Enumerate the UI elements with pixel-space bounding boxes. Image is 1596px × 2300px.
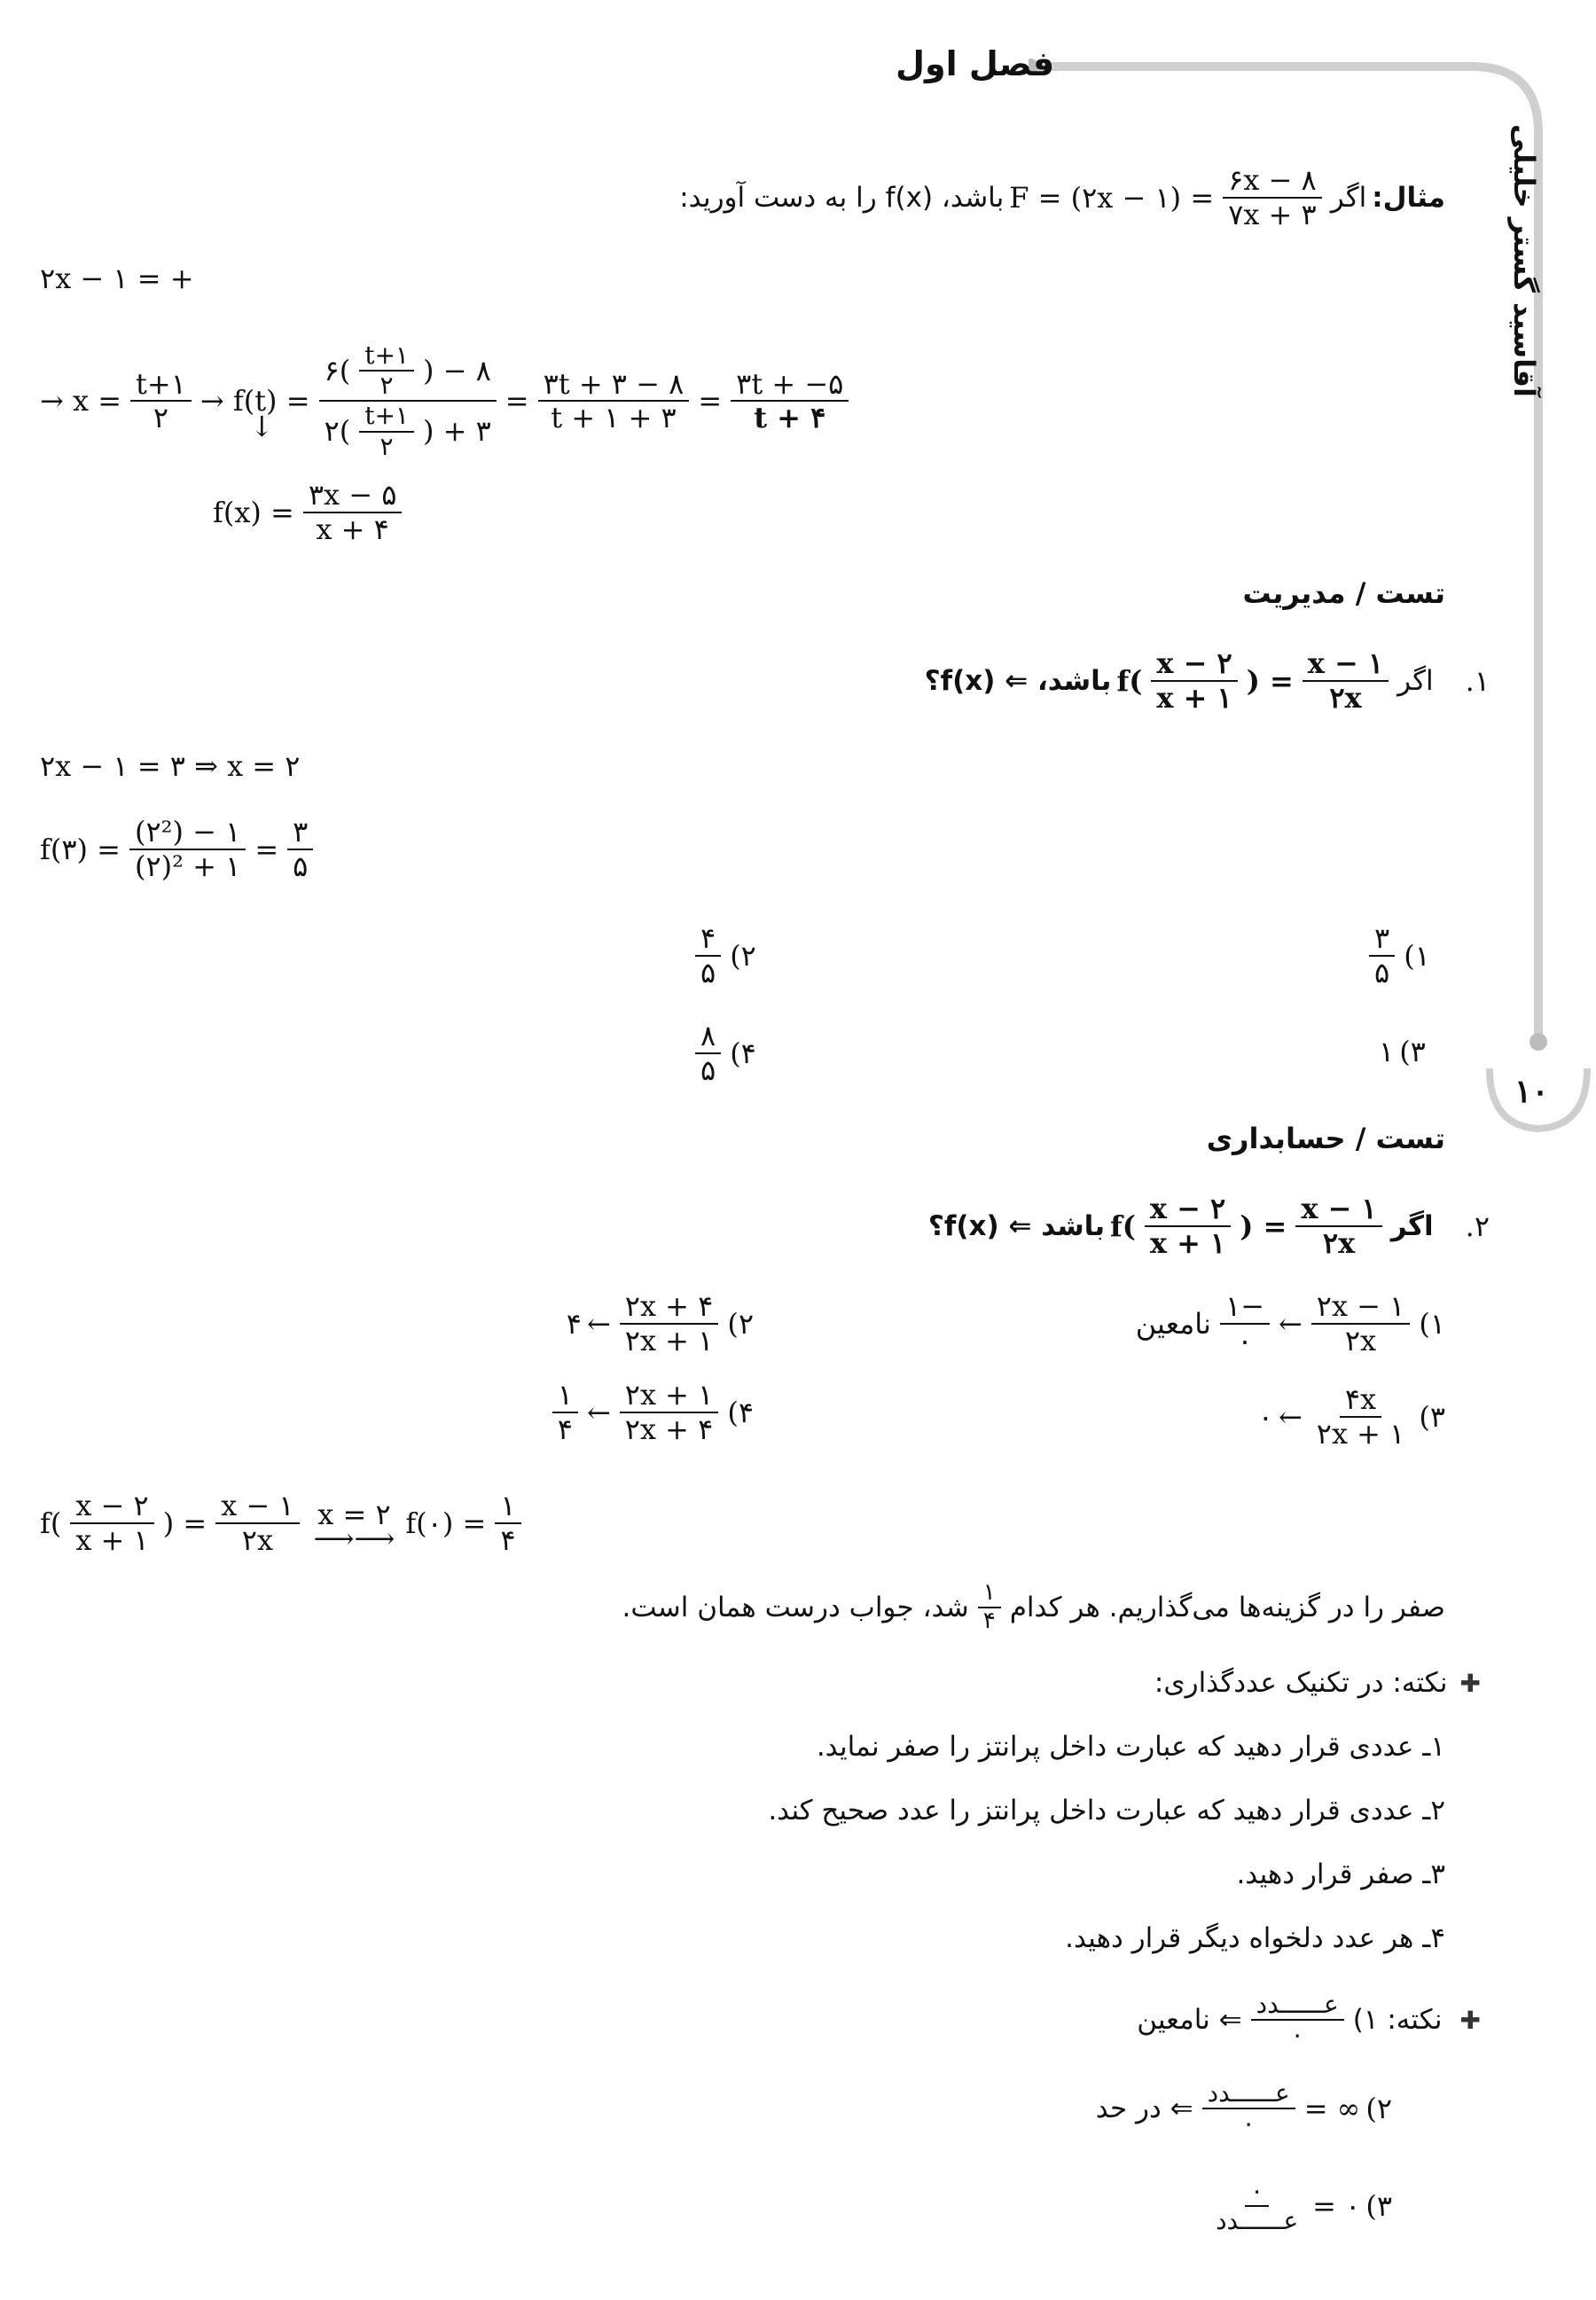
page-number: ۱۰ <box>1514 1073 1549 1110</box>
test1-option-4[interactable]: ۴) $\frac{۸}{۵}$ <box>692 1020 756 1087</box>
test1-work2: f(۳) = $\frac{\text{(۲²) − ۱}}{\text{(۲)² + ۱}}$ = $\frac{۳}{۵}$ <box>40 816 317 883</box>
example-solution-chain: → x = $\frac{t+۱}{۲}$ → f(t) = ۶( $\frac{t+۱}{۲}$ ) − ۸ ۲( $\frac{t+۱}{۲}$ ) + ۳ = $\frac{۳t + ۳ - ۸}{t + ۱ + ۳}$ = $\frac{۳t + -۵}{t + ۴}$ <box>40 341 852 461</box>
side-label: آقاسید گستر خلیلی <box>1507 124 1541 397</box>
example-statement <box>679 164 1445 231</box>
test1-question: ۱. اگر f( $\frac{x - ۲}{x + ۱}$ ) = $\frac{x - ۱}{۲x}$ باشد، ⇐ f(x)؟ <box>924 646 1490 715</box>
note1-item-1: ۱ـ عددی قرار دهید که عبارت داخل پرانتز را صفر نماید. <box>816 1731 1445 1763</box>
pin-icon: ✚ <box>1459 2005 1481 2035</box>
note1-item-2: ۲ـ عددی قرار دهید که عبارت داخل پرانتز را عدد صحیح کند. <box>768 1795 1445 1827</box>
test2-heading: تست / حسابداری <box>1206 1122 1445 1155</box>
test2-option-1[interactable]: ۱) $\frac{۲x - ۱}{۲x}$ ← $\frac{-۱}{۰}$ نامعین <box>1135 1289 1445 1357</box>
example-if: اگر <box>1330 181 1367 214</box>
note2-line2: ۲) ∞ = $\frac{\text{عــــــدد}}{۰}$ ⇐ در حد <box>1095 2078 1392 2139</box>
down-arrow: ↓ <box>250 410 274 443</box>
note1-title: ✚نکته: در تکنیک عددگذاری: <box>1154 1667 1481 1699</box>
test2-option-4[interactable]: ۴) $\frac{۲x + ۱}{۲x + ۴}$ ← $\frac{۱}{۴}$ <box>549 1379 754 1446</box>
note1-item-3: ۳ـ صفر قرار دهید. <box>1236 1858 1445 1890</box>
test2-question: ۲. اگر f( $\frac{x - ۲}{x + ۱}$ ) = $\frac{x - ۱}{۲x}$ باشد ⇐ f(x)؟ <box>927 1192 1490 1260</box>
note2-line1: ✚ نکته: ۱) $\frac{\text{عــــــدد}}{۰}$ ⇐ نامعین <box>1137 1990 1481 2050</box>
test1-option-1[interactable]: ۱) $\frac{۳}{۵}$ <box>1365 922 1430 990</box>
note2-line3: ۳) ۰ = $\frac{۰}{\text{عــــــدد}}$ <box>1216 2176 1392 2236</box>
pin-icon: ✚ <box>1459 1669 1481 1698</box>
question-number: ۲. <box>1465 1209 1490 1243</box>
chapter-title: فصل اول <box>896 44 1055 83</box>
example-request: باشد، f(x) را به دست آورید: <box>679 181 1005 214</box>
question-number: ۱. <box>1465 663 1490 698</box>
example-solution-line1: ۲x − ۱ = + <box>40 262 194 295</box>
test2-explanation: صفر را در گزینه‌ها می‌گذاریم. هر کدام $\frac{۱}{۴}$ شد، جواب درست همان است. <box>622 1579 1445 1634</box>
test1-option-2[interactable]: ۲) $\frac{۴}{۵}$ <box>692 922 756 990</box>
note1-item-4: ۴ـ هر عدد دلخواه دیگر قرار دهید. <box>1065 1922 1445 1954</box>
example-formula: F = (۲x − ۱) = $\frac{۶x - ۸}{۷x + ۳}$ <box>1009 164 1325 231</box>
test2-option-3[interactable]: ۳) $\frac{۴x}{۲x + ۱}$ ← ۰ <box>1257 1382 1445 1451</box>
test1-heading: تست / مدیریت <box>1242 576 1445 610</box>
test2-option-2[interactable]: ۲) $\frac{۲x + ۴}{۲x + ۱}$ ← ۴ <box>566 1289 754 1357</box>
example-prefix: مثال: <box>1372 181 1445 214</box>
test2-work: f( $\frac{x - ۲}{x + ۱}$ ) = $\frac{x - ۱}{۲x}$ x = ۲ ⟶⟶ f(۰) = $\frac{۱}{۴}$ <box>40 1490 525 1557</box>
example-result: f(x) = $\frac{۳x - ۵}{x + ۴}$ <box>213 479 405 546</box>
test1-work1: ۲x − ۱ = ۳ ⇒ x = ۲ <box>40 749 301 783</box>
test1-option-3[interactable]: ۳) ۱ <box>1379 1035 1426 1068</box>
